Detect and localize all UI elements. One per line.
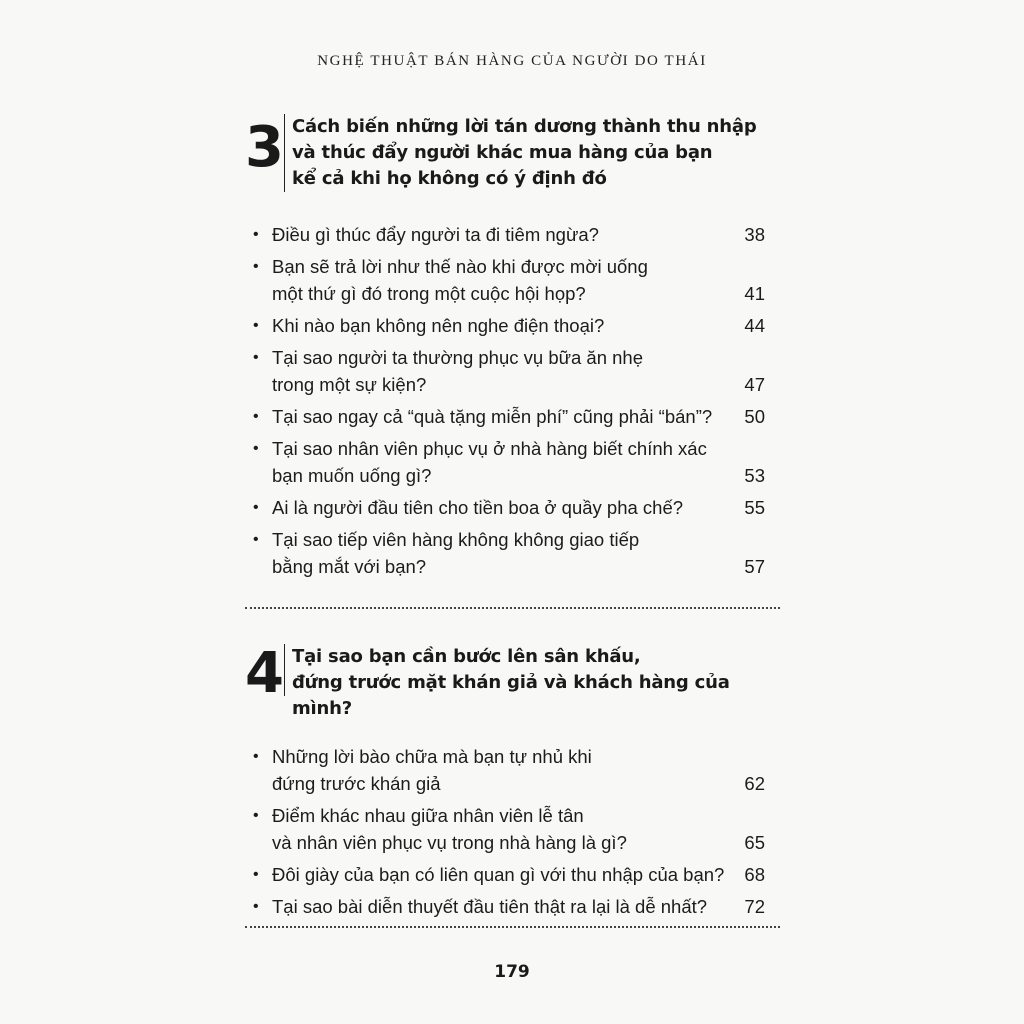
- chapter-rule: [284, 114, 285, 192]
- chapter-3-section: [245, 114, 785, 585]
- bullet: •: [253, 349, 259, 366]
- toc-entry[interactable]: [245, 403, 785, 430]
- toc-entry-text: Tại sao ngay cả “quà tặng miễn phí” cũng phải “bán”?: [272, 406, 713, 427]
- toc-entry-page-number: 55: [744, 497, 765, 518]
- toc-entry[interactable]: [245, 253, 785, 307]
- dotted-divider: [245, 926, 780, 928]
- bullet: •: [253, 807, 259, 824]
- toc-entry-page-number: 57: [744, 556, 765, 577]
- toc-entry-text: trong một sự kiện?: [272, 374, 427, 395]
- toc-entry-text: Điểm khác nhau giữa nhân viên lễ tân: [272, 805, 584, 826]
- toc-entry[interactable]: [245, 435, 785, 489]
- toc-entry[interactable]: [245, 861, 785, 888]
- toc-entry-page-number: 68: [744, 864, 765, 885]
- chapter-4-section: [245, 641, 785, 925]
- bullet: •: [253, 531, 259, 548]
- chapter-title-line: đứng trước mặt khán giả và khách hàng của mình?: [292, 672, 730, 719]
- toc-entry-list: [245, 221, 785, 580]
- chapter-title-line: Cách biến những lời tán dương thành thu nhập: [292, 116, 757, 137]
- toc-entry-text: Tại sao nhân viên phục vụ ở nhà hàng biết chính xác: [272, 438, 707, 459]
- bullet: •: [253, 499, 259, 516]
- toc-entry[interactable]: [245, 221, 785, 248]
- toc-entry-text: Những lời bào chữa mà bạn tự nhủ khi: [272, 746, 592, 767]
- toc-entry-text: Tại sao bài diễn thuyết đầu tiên thật ra lại là dễ nhất?: [272, 896, 708, 917]
- toc-entry[interactable]: [245, 743, 785, 797]
- chapter-title-line: kể cả khi họ không có ý định đó: [292, 168, 607, 189]
- toc-entry-page-number: 50: [744, 406, 765, 427]
- bullet: •: [253, 898, 259, 915]
- toc-entry-text: bạn muốn uống gì?: [272, 465, 432, 486]
- toc-entry-page-number: 41: [744, 283, 765, 304]
- toc-entry-text: bằng mắt với bạn?: [272, 556, 427, 577]
- dotted-divider: [245, 607, 780, 609]
- toc-entry-page-number: 53: [744, 465, 765, 486]
- toc-entry-page-number: 65: [744, 832, 765, 853]
- toc-entry-list: [245, 743, 785, 920]
- toc-entry-text: đứng trước khán giả: [272, 773, 441, 794]
- toc-entry[interactable]: [245, 494, 785, 521]
- bullet: •: [253, 748, 259, 765]
- bullet: •: [253, 408, 259, 425]
- toc-entry-page-number: 72: [744, 896, 765, 917]
- toc-entry-text: Tại sao người ta thường phục vụ bữa ăn nhẹ: [272, 347, 644, 368]
- bullet: •: [253, 317, 259, 334]
- toc-entry-page-number: 47: [744, 374, 765, 395]
- toc-entry-page-number: 44: [744, 315, 765, 336]
- toc-entry-text: Ai là người đầu tiên cho tiền boa ở quầy pha chế?: [272, 497, 684, 518]
- toc-entry[interactable]: [245, 526, 785, 580]
- toc-entry[interactable]: [245, 802, 785, 856]
- chapter-title-line: và thúc đẩy người khác mua hàng của bạn: [292, 142, 713, 163]
- bullet: •: [253, 226, 259, 243]
- toc-entry[interactable]: [245, 312, 785, 339]
- chapter-title: [292, 114, 757, 192]
- toc-entry-text: Điều gì thúc đẩy người ta đi tiêm ngừa?: [272, 224, 599, 245]
- toc-entry-text: Bạn sẽ trả lời như thế nào khi được mời uống: [272, 256, 648, 277]
- bullet: •: [253, 866, 259, 883]
- chapter-heading: [245, 641, 785, 722]
- toc-entry-text: và nhân viên phục vụ trong nhà hàng là gì?: [272, 832, 627, 853]
- chapter-number: 4: [245, 641, 282, 706]
- toc-entry-page-number: 62: [744, 773, 765, 794]
- toc-entry-text: Tại sao tiếp viên hàng không không giao tiếp: [272, 529, 640, 550]
- chapter-title: [292, 644, 785, 722]
- toc-entry-text: một thứ gì đó trong một cuộc hội họp?: [272, 283, 586, 304]
- toc-entry[interactable]: [245, 893, 785, 920]
- running-head: NGHỆ THUẬT BÁN HÀNG CỦA NGƯỜI DO THÁI: [317, 53, 707, 69]
- chapter-title-line: Tại sao bạn cần bước lên sân khấu,: [292, 646, 641, 667]
- bullet: •: [253, 258, 259, 275]
- toc-entry-text: Khi nào bạn không nên nghe điện thoại?: [272, 315, 605, 336]
- chapter-heading: [245, 114, 785, 192]
- chapter-number: 3: [245, 115, 282, 180]
- page-number: 179: [494, 962, 530, 982]
- bullet: •: [253, 440, 259, 457]
- toc-entry-page-number: 38: [744, 224, 765, 245]
- chapter-rule: [284, 644, 285, 696]
- toc-entry[interactable]: [245, 344, 785, 398]
- toc-entry-text: Đôi giày của bạn có liên quan gì với thu nhập của bạn?: [272, 864, 725, 885]
